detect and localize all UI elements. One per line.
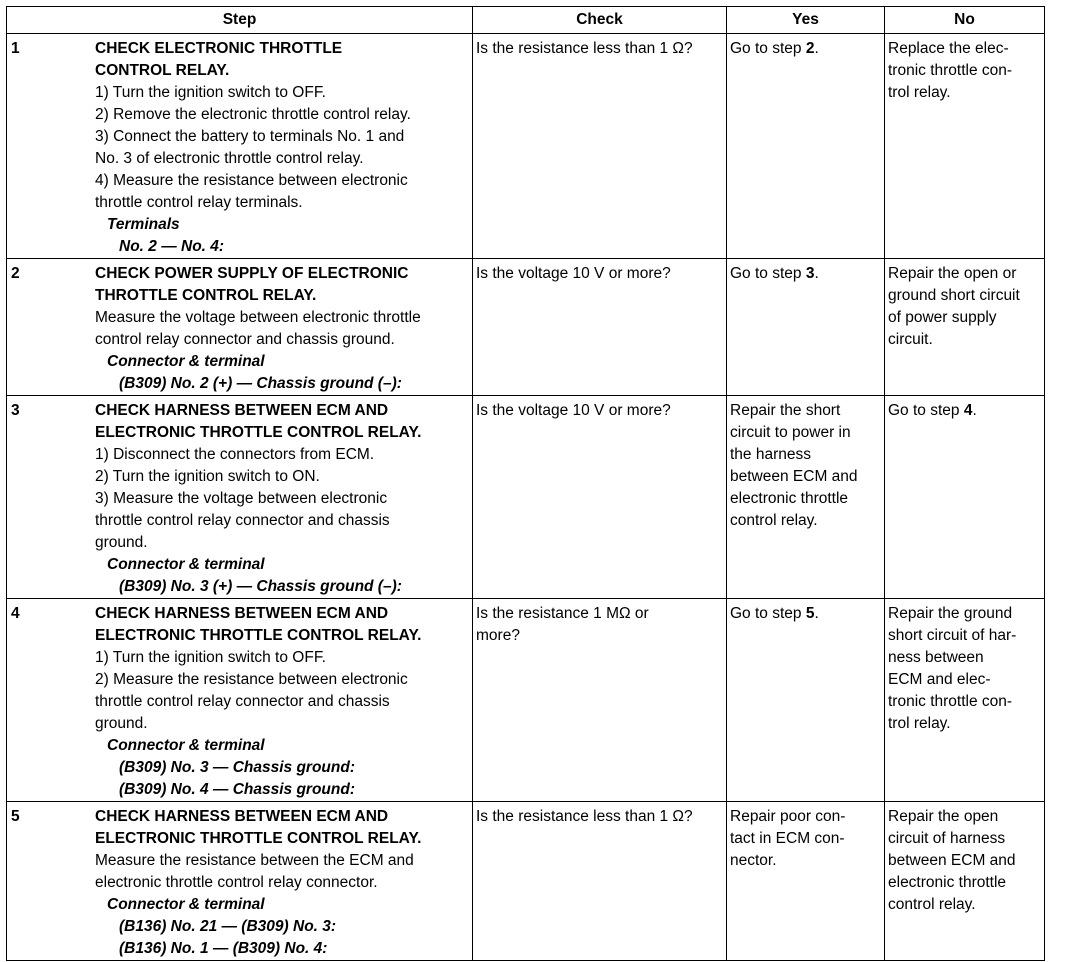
step-instruction: electronic throttle control relay connector. <box>95 874 378 891</box>
step-number: 5 <box>11 808 20 825</box>
yes-text: the harness <box>730 446 811 463</box>
spec-value: (B309) No. 3 (+) — Chassis ground (–): <box>119 578 402 595</box>
table-row <box>7 599 1045 802</box>
step-instruction: 1) Disconnect the connectors from ECM. <box>95 446 375 463</box>
table-row <box>7 259 1045 396</box>
check-text: Is the resistance less than 1 Ω? <box>476 40 693 57</box>
yes-cell <box>727 599 885 802</box>
no-cell <box>885 259 1045 396</box>
check-text: Is the resistance less than 1 Ω? <box>476 808 693 825</box>
yes-goto-text <box>730 263 881 285</box>
no-text: of power supply <box>888 309 997 326</box>
step-number: 1 <box>11 40 20 57</box>
step-instruction: 1) Turn the ignition switch to OFF. <box>95 649 326 666</box>
yes-goto-prefix: Go to step <box>730 40 806 57</box>
no-cell <box>885 599 1045 802</box>
no-goto-prefix: Go to step <box>888 402 964 419</box>
check-cell <box>473 34 727 259</box>
step-instruction: ground. <box>95 534 148 551</box>
step-title: CONTROL RELAY. <box>95 62 230 79</box>
spec-label: Connector & terminal <box>107 556 265 573</box>
table-row <box>7 34 1045 259</box>
check-cell <box>473 259 727 396</box>
step-instruction: 1) Turn the ignition switch to OFF. <box>95 84 326 101</box>
no-text: circuit of harness <box>888 830 1006 847</box>
step-title: THROTTLE CONTROL RELAY. <box>95 287 317 304</box>
yes-text: tact in ECM con- <box>730 830 845 847</box>
step-cell <box>7 599 473 802</box>
no-goto-text <box>888 400 1041 422</box>
step-number: 2 <box>11 265 20 282</box>
yes-text: Repair the short <box>730 402 841 419</box>
yes-goto-suffix: . <box>814 605 819 622</box>
yes-goto-step-number: 2 <box>805 40 815 57</box>
header-no: No <box>885 7 1045 34</box>
step-instruction: 4) Measure the resistance between electronic <box>95 172 408 189</box>
no-text: ECM and elec- <box>888 671 991 688</box>
no-text: trol relay. <box>888 84 951 101</box>
no-text: Repair the ground <box>888 605 1013 622</box>
check-text: Is the resistance 1 MΩ or <box>476 605 649 622</box>
no-text: Repair the open or <box>888 265 1017 282</box>
step-title: ELECTRONIC THROTTLE CONTROL RELAY. <box>95 627 422 644</box>
spec-label: Terminals <box>107 216 180 233</box>
no-text: electronic throttle <box>888 874 1007 891</box>
step-cell <box>7 34 473 259</box>
yes-text: Repair poor con- <box>730 808 846 825</box>
step-number: 4 <box>11 605 20 622</box>
step-instruction: No. 3 of electronic throttle control relay. <box>95 150 364 167</box>
step-title: CHECK ELECTRONIC THROTTLE <box>95 40 343 57</box>
no-text: between ECM and <box>888 852 1016 869</box>
diagnostic-procedure-table <box>6 6 1045 961</box>
no-cell <box>885 396 1045 599</box>
step-cell <box>7 259 473 396</box>
step-instruction: throttle control relay terminals. <box>95 194 303 211</box>
yes-goto-suffix: . <box>814 40 819 57</box>
no-text: tronic throttle con- <box>888 693 1013 710</box>
spec-label: Connector & terminal <box>107 896 265 913</box>
check-cell <box>473 802 727 961</box>
no-cell <box>885 802 1045 961</box>
no-text: Repair the open <box>888 808 999 825</box>
step-cell <box>7 802 473 961</box>
step-title: CHECK HARNESS BETWEEN ECM AND <box>95 808 389 825</box>
spec-value: No. 2 — No. 4: <box>119 238 225 255</box>
table-row <box>7 802 1045 961</box>
yes-text: nector. <box>730 852 777 869</box>
yes-cell <box>727 259 885 396</box>
yes-text: electronic throttle <box>730 490 849 507</box>
check-cell <box>473 599 727 802</box>
step-instruction: 2) Measure the resistance between electronic <box>95 671 408 688</box>
step-title: CHECK POWER SUPPLY OF ELECTRONIC <box>95 265 409 282</box>
no-text: ness between <box>888 649 984 666</box>
no-text: short circuit of har- <box>888 627 1017 644</box>
step-instruction: 3) Measure the voltage between electronic <box>95 490 388 507</box>
no-text: circuit. <box>888 331 933 348</box>
check-text: more? <box>476 627 520 644</box>
yes-goto-text <box>730 38 881 60</box>
spec-label: Connector & terminal <box>107 737 265 754</box>
check-text: Is the voltage 10 V or more? <box>476 265 671 282</box>
no-cell <box>885 34 1045 259</box>
step-title: CHECK HARNESS BETWEEN ECM AND <box>95 402 389 419</box>
no-goto-step-number: 4 <box>963 402 973 419</box>
spec-value: (B309) No. 2 (+) — Chassis ground (–): <box>119 375 402 392</box>
header-check: Check <box>473 7 727 34</box>
spec-value: (B309) No. 4 — Chassis ground: <box>119 781 355 798</box>
step-title: ELECTRONIC THROTTLE CONTROL RELAY. <box>95 424 422 441</box>
step-title: ELECTRONIC THROTTLE CONTROL RELAY. <box>95 830 422 847</box>
step-instruction: throttle control relay connector and chassis <box>95 512 390 529</box>
step-instruction: Measure the resistance between the ECM and <box>95 852 414 869</box>
yes-text: control relay. <box>730 512 818 529</box>
step-instruction: 2) Turn the ignition switch to ON. <box>95 468 320 485</box>
step-instruction: 3) Connect the battery to terminals No. 1 and <box>95 128 405 145</box>
yes-goto-text <box>730 603 881 625</box>
no-goto-suffix: . <box>972 402 977 419</box>
yes-text: circuit to power in <box>730 424 851 441</box>
yes-goto-prefix: Go to step <box>730 265 806 282</box>
spec-value: (B136) No. 1 — (B309) No. 4: <box>119 940 328 957</box>
check-cell <box>473 396 727 599</box>
no-text: ground short circuit <box>888 287 1020 304</box>
spec-label: Connector & terminal <box>107 353 265 370</box>
step-instruction: Measure the voltage between electronic throttle <box>95 309 421 326</box>
no-text: tronic throttle con- <box>888 62 1013 79</box>
step-instruction: control relay connector and chassis ground. <box>95 331 395 348</box>
yes-goto-suffix: . <box>814 265 819 282</box>
table-row <box>7 396 1045 599</box>
table-header-row <box>7 7 1045 34</box>
no-text: control relay. <box>888 896 976 913</box>
step-cell <box>7 396 473 599</box>
yes-cell <box>727 34 885 259</box>
spec-value: (B309) No. 3 — Chassis ground: <box>119 759 355 776</box>
no-text: Replace the elec- <box>888 40 1009 57</box>
no-text: trol relay. <box>888 715 951 732</box>
spec-value: (B136) No. 21 — (B309) No. 3: <box>119 918 337 935</box>
yes-cell <box>727 802 885 961</box>
check-text: Is the voltage 10 V or more? <box>476 402 671 419</box>
yes-goto-prefix: Go to step <box>730 605 806 622</box>
step-title: CHECK HARNESS BETWEEN ECM AND <box>95 605 389 622</box>
header-step: Step <box>7 7 473 34</box>
yes-text: between ECM and <box>730 468 858 485</box>
step-instruction: throttle control relay connector and chassis <box>95 693 390 710</box>
yes-goto-step-number: 3 <box>805 265 815 282</box>
step-number: 3 <box>11 402 20 419</box>
diagnostic-table-page <box>6 6 1044 961</box>
yes-cell <box>727 396 885 599</box>
step-instruction: ground. <box>95 715 148 732</box>
yes-goto-step-number: 5 <box>805 605 815 622</box>
header-yes: Yes <box>727 7 885 34</box>
step-instruction: 2) Remove the electronic throttle control relay. <box>95 106 411 123</box>
